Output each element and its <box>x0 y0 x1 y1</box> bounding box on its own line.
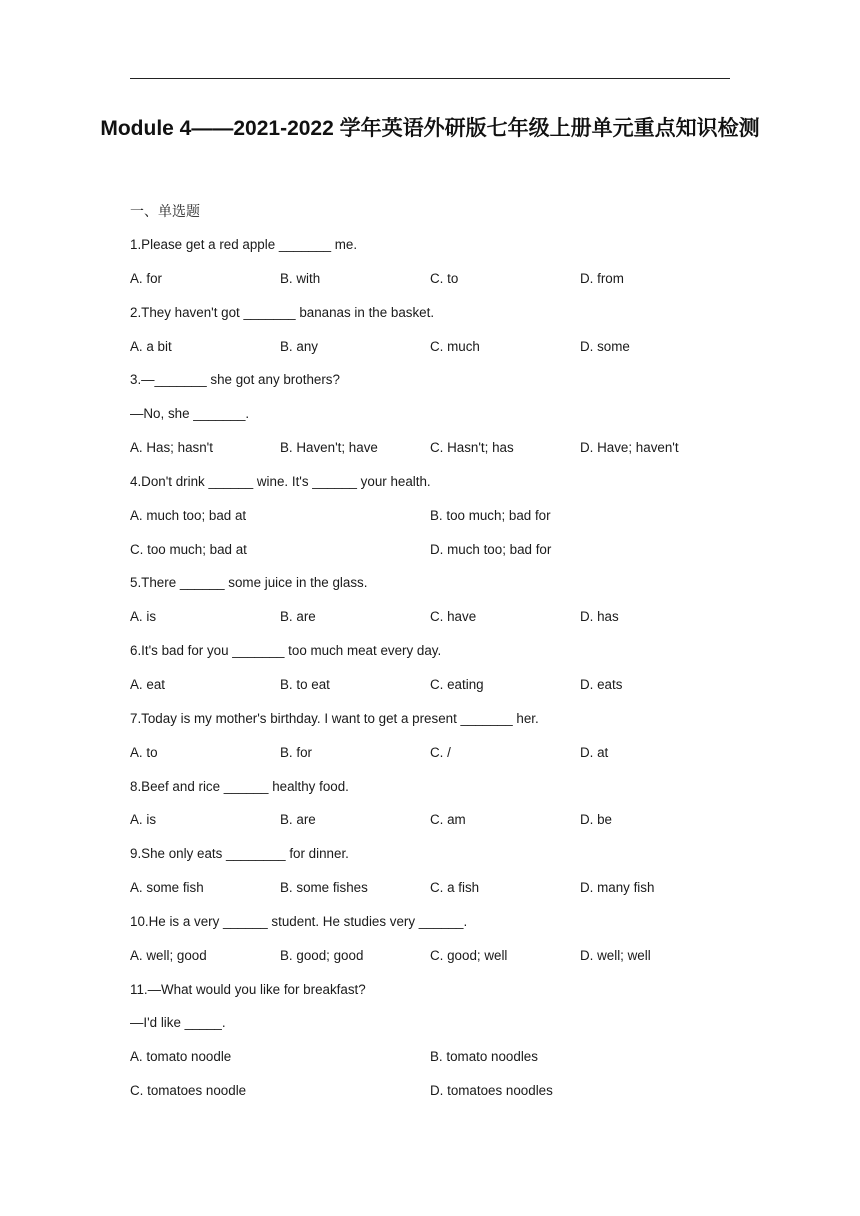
question-line: —I'd like _____. <box>130 1015 226 1031</box>
answer-option: B. for <box>280 744 312 760</box>
answer-option: A. some fish <box>130 880 204 896</box>
answer-option: A. much too; bad at <box>130 507 247 523</box>
answer-option: B. Haven't; have <box>280 440 378 456</box>
question-stem: 10.He is a very ______ student. He studies very ______. <box>130 913 468 929</box>
answer-option: A. well; good <box>130 947 207 963</box>
answer-option: A. a bit <box>130 338 172 354</box>
answer-option: C. to <box>430 270 459 286</box>
answer-option: D. much too; bad for <box>430 541 552 557</box>
question-stem: 1.Please get a red apple _______ me. <box>130 237 358 252</box>
header-rule <box>130 78 730 79</box>
answer-option: B. to eat <box>280 676 330 692</box>
answer-option: B. are <box>280 609 316 625</box>
options-row <box>130 1081 730 1115</box>
section-heading: 一、单选题 <box>130 203 200 219</box>
answer-option: B. tomato noodles <box>430 1049 538 1065</box>
answer-option: D. some <box>580 338 630 354</box>
answer-option: C. have <box>430 609 477 625</box>
question-stem: 11.—What would you like for breakfast? <box>130 981 366 997</box>
answer-option: C. tomatoes noodle <box>130 1083 247 1099</box>
question-stem: 2.They haven't got _______ bananas in the basket. <box>130 304 435 320</box>
answer-option: B. with <box>280 270 321 286</box>
question-stem: 4.Don't drink ______ wine. It's ______ your health. <box>130 473 431 489</box>
question-stem: 9.She only eats ________ for dinner. <box>130 846 349 862</box>
options-row <box>130 540 730 574</box>
answer-option: A. is <box>130 812 157 828</box>
answer-option: C. Hasn't; has <box>430 440 514 456</box>
answer-option: D. be <box>580 812 613 828</box>
answer-option: C. good; well <box>430 947 508 963</box>
options-row <box>130 607 730 641</box>
answer-option: D. eats <box>580 676 623 692</box>
question-line: —No, she _______. <box>130 406 250 422</box>
answer-option: D. at <box>580 744 609 760</box>
answer-option: C. am <box>430 812 466 828</box>
question-stem: 7.Today is my mother's birthday. I want to get a present _______ her. <box>130 710 539 726</box>
answer-option: B. any <box>280 338 318 354</box>
answer-option: A. for <box>130 270 162 286</box>
answer-option: A. tomato noodle <box>130 1049 232 1065</box>
answer-option: B. good; good <box>280 947 364 963</box>
answer-option: C. a fish <box>430 880 480 896</box>
answer-option: A. eat <box>130 676 165 692</box>
options-row <box>130 810 730 844</box>
options-row <box>130 743 730 777</box>
answer-option: A. to <box>130 744 158 760</box>
answer-option: C. eating <box>430 676 484 692</box>
options-row <box>130 1047 730 1081</box>
answer-option: A. Has; hasn't <box>130 440 213 456</box>
options-row <box>130 946 730 980</box>
options-row <box>130 337 730 371</box>
answer-option: A. is <box>130 609 157 625</box>
answer-option: C. too much; bad at <box>130 541 247 557</box>
question-stem: 3.—_______ she got any brothers? <box>130 372 340 388</box>
options-row <box>130 269 730 303</box>
page-title: Module 4——2021-2022 学年英语外研版七年级上册单元重点知识检测 <box>100 117 760 140</box>
answer-option: C. much <box>430 338 480 354</box>
answer-option: D. Have; haven't <box>580 440 679 456</box>
options-row <box>130 878 730 912</box>
question-list <box>130 235 730 1115</box>
answer-option: D. has <box>580 609 619 625</box>
question-stem: 6.It's bad for you _______ too much meat every day. <box>130 643 442 659</box>
answer-option: C. / <box>430 744 451 760</box>
answer-option: D. tomatoes noodles <box>430 1083 553 1099</box>
question-stem: 8.Beef and rice ______ healthy food. <box>130 778 349 794</box>
options-row <box>130 438 730 472</box>
question-stem: 5.There ______ some juice in the glass. <box>130 575 368 591</box>
answer-option: D. well; well <box>580 947 651 963</box>
options-row <box>130 675 730 709</box>
answer-option: D. from <box>580 270 624 286</box>
answer-option: B. too much; bad for <box>430 507 551 523</box>
answer-option: B. are <box>280 812 316 828</box>
answer-option: B. some fishes <box>280 880 368 896</box>
answer-option: D. many fish <box>580 880 655 896</box>
options-row <box>130 506 730 540</box>
